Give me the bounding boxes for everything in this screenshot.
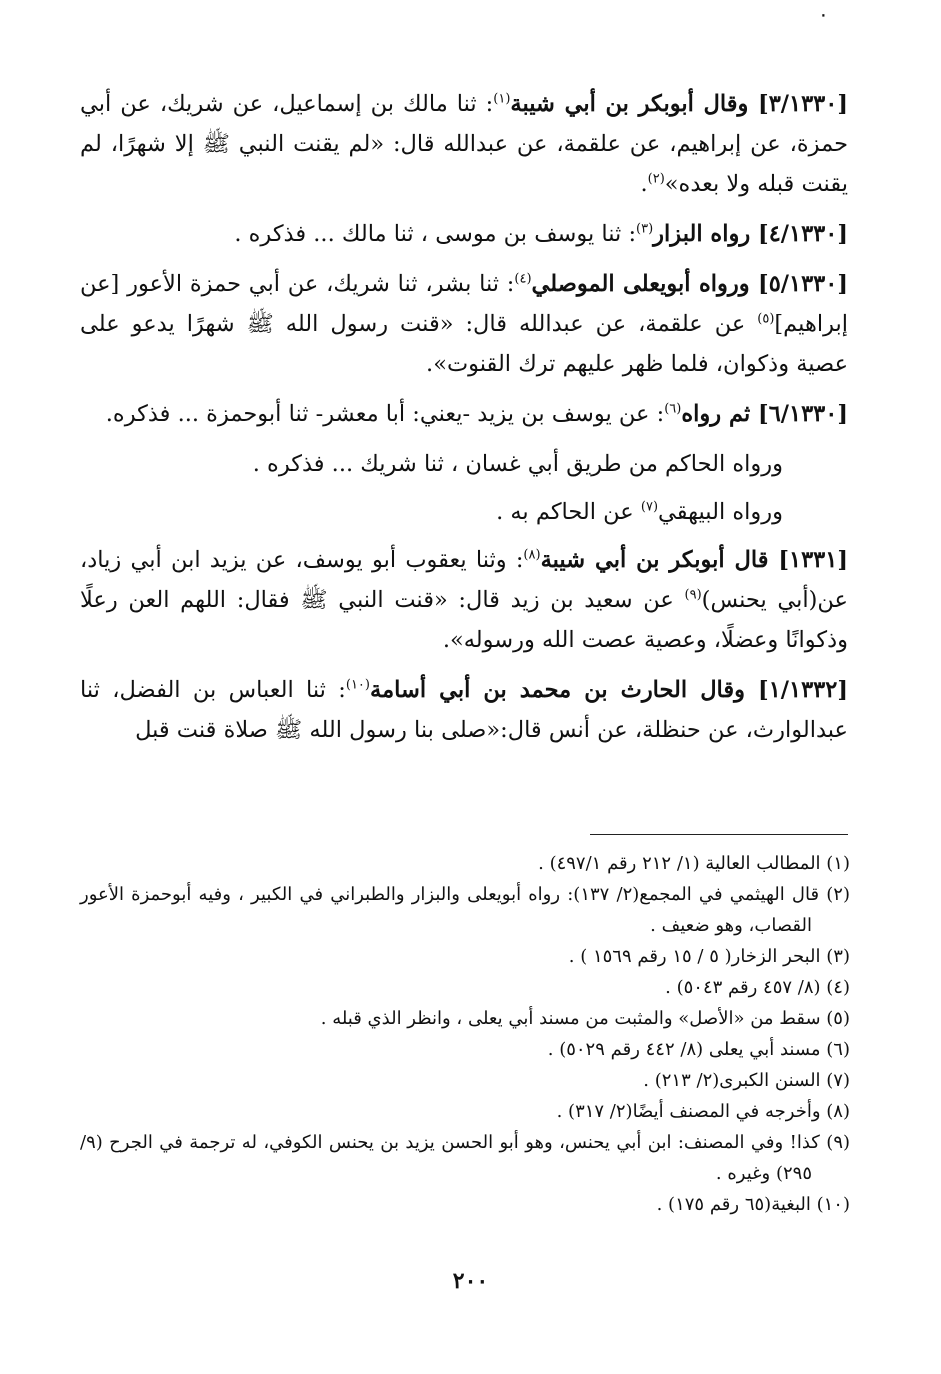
- footnote-ref: (٢): [647, 171, 665, 187]
- paragraph-1330-4: [80, 214, 848, 254]
- footnote-ref: (١): [493, 91, 511, 107]
- top-mark: ٠: [818, 2, 829, 26]
- footnote-4: (٤) (٨/ ٤٥٧ رقم ٥٠٤٣) .: [665, 977, 850, 998]
- footnote-ref: (٣): [636, 221, 654, 237]
- footnote-divider: [590, 834, 848, 835]
- paragraph-heading: [٥/١٣٣٠] ورواه أبويعلى الموصلي: [531, 271, 848, 297]
- page-number: ٢٠٠: [452, 1268, 489, 1294]
- footnote-2: (٢) قال الهيثمي في المجمع(٢/ ١٣٧): رواه أبويعلى والبزار والطبراني في الكبير ، وفيه أبوحمزة الأعور القصاب، وهو ضعيف .: [80, 884, 850, 936]
- footnote-ref: (١٠): [345, 677, 370, 693]
- paragraph-heading: [١/١٣٣٢] وقال الحارث بن محمد بن أبي أسامة: [370, 677, 848, 703]
- footnote-ref: (٩): [684, 587, 702, 603]
- indented-line-hakim: [80, 444, 848, 484]
- indented-line-bayhaqi: [80, 492, 848, 532]
- footnote-3: (٣) البحر الزخار( ٥ / ١٥ رقم ١٥٦٩ ) .: [568, 946, 850, 967]
- paragraph-text: : ثنا يوسف بن موسى ، ثنا مالك ... فذكره .: [234, 221, 637, 247]
- indented-tail: عن الحاكم به .: [496, 499, 641, 525]
- footnote-ref: (٤): [514, 271, 532, 287]
- paragraph-text: : ثنا العباس بن الفضل، ثنا عبدالوارث، عن حنظلة، عن أنس قال:«صلى بنا رسول الله ﷺ صلاة قنت قبل: [80, 677, 848, 743]
- footnote-ref: (٦): [664, 401, 682, 417]
- paragraph-heading: [٤/١٣٣٠] رواه البزار: [653, 221, 848, 247]
- footnote-ref: (٧): [640, 499, 659, 515]
- paragraph-heading: [١٣٣١] قال أبوبكر بن أبي شيبة: [540, 547, 848, 573]
- paragraph-1332-1: [80, 670, 848, 750]
- paragraph-tail: عن علقمة، عن عبدالله قال: «قنت رسول الله ﷺ شهرًا يدعو على عصية وذكوان، فلما ظهر عليهم ترك القنوت».: [80, 311, 848, 377]
- footnote-ref: (٨): [523, 547, 541, 563]
- footnote-6: (٦) مسند أبي يعلى (٨/ ٤٤٢ رقم ٥٠٢٩) .: [547, 1039, 850, 1060]
- paragraph-1330-5: [80, 264, 848, 384]
- footnote-7: (٧) السنن الكبرى(٢/ ٢١٣) .: [643, 1070, 850, 1091]
- indented-text: ورواه الحاكم من طريق أبي غسان ، ثنا شريك ... فذكره .: [252, 451, 783, 477]
- indented-text: ورواه البيهقي: [658, 499, 783, 525]
- paragraph-heading: [٦/١٣٣٠] ثم رواه: [681, 401, 848, 427]
- footnote-ref: (٥): [757, 311, 775, 327]
- paragraph-1331: [80, 540, 848, 660]
- paragraph-tail: .: [640, 171, 648, 197]
- paragraph-text: : عن يوسف بن يزيد -يعني: أبا معشر- ثنا أبوحمزة ... فذكره.: [105, 401, 665, 427]
- paragraph-1330-3: [80, 84, 848, 204]
- paragraph-tail: عن سعيد بن زيد قال: «قنت النبي ﷺ فقال: اللهم العن رعلًا وذكوانًا وعضلًا، وعصية عصت الله ورسوله».: [80, 587, 848, 653]
- paragraph-heading: [٣/١٣٣٠] وقال أبوبكر بن أبي شيبة: [510, 91, 848, 117]
- paragraph-1330-6: [80, 394, 848, 434]
- footnote-9: (٩) كذا! وفي المصنف: ابن أبي يحنس، وهو أبو الحسن يزيد بن يحنس الكوفي، له ترجمة في الجرح (٩/ ٢٩٥) وغيره .: [80, 1132, 851, 1184]
- footnote-1: (١) المطالب العالية (١/ ٢١٢ رقم ٤٩٧/١) .: [538, 853, 850, 874]
- footnote-10: (١٠) البغية(٦٥ رقم ١٧٥) .: [656, 1194, 850, 1215]
- footnote-5: (٥) سقط من «الأصل» والمثبت من مسند أبي يعلى ، وانظر الذي قبله .: [320, 1008, 850, 1029]
- footnotes: [80, 848, 850, 1220]
- paragraph-text: : ثنا بشر، ثنا شريك، عن أبي حمزة الأعور [عن إبراهيم]: [80, 271, 848, 337]
- paragraph-text: : وثنا يعقوب أبو يوسف، عن يزيد ابن أبي زياد، عن(أبي يحنس): [80, 547, 848, 613]
- main-text: [80, 84, 848, 760]
- footnote-8: (٨) وأخرجه في المصنف أيضًا(٢/ ٣١٧) .: [556, 1101, 850, 1122]
- paragraph-text: : ثنا مالك بن إسماعيل، عن شريك، عن أبي حمزة، عن إبراهيم، عن علقمة، عن عبدالله قال: «لم يقنت النبي ﷺ إلا شهرًا، لم يقنت قبله ولا بعده»: [80, 91, 848, 197]
